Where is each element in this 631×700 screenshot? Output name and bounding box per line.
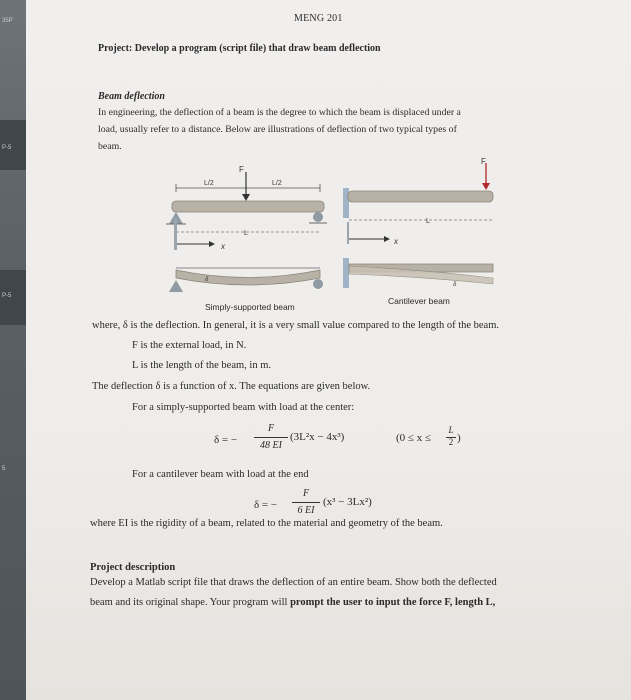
equation-lhs: δ = − [254,499,278,511]
simply-x-label: x [221,242,225,251]
cantilever-force-label: F [481,157,486,166]
description-emphasis: prompt the user to input the force F, length L, [290,597,496,608]
domain-numerator: L [448,425,454,435]
domain-denominator: 2 [448,437,454,447]
side-tab[interactable]: 35P [2,18,13,24]
function-statement: The deflection δ is a function of x. The equations are given below. [92,381,371,392]
cantilever-force-arrowhead [482,183,490,190]
axis-post [347,222,349,244]
cantilever-length-label: L [426,218,430,225]
fraction-bar [254,437,288,438]
simply-force-arrowhead [242,194,250,201]
cantilever-x-label: x [394,237,398,246]
cantilever-wall [343,188,349,218]
description-line [90,597,495,608]
x-axis-arrowhead [384,236,390,242]
equation-body: (3L²x − 4x³) [290,431,345,443]
delta-definition: where, δ is the deflection. In general, it is a very small value compared to the length of the beam. [92,320,500,331]
cantilever-beam [348,191,493,202]
simply-force-label: F [239,165,244,174]
equation-numerator: F [267,423,275,434]
rigidity-text: where EI is the rigidity of a beam, related to the material and geometry of the beam. [90,518,443,529]
axis-post [174,218,177,250]
description-line: Develop a Matlab script file that draws the deflection of an entire beam. Show both the deflected [90,577,497,588]
simply-intro: For a simply-supported beam with load at the center: [132,402,355,413]
simply-half-right-label: L/2 [272,180,282,187]
section-heading: Beam deflection [98,91,165,102]
cantilever-intro: For a cantilever beam with load at the end [132,469,309,480]
pin-support [169,280,183,292]
cantilever-wall [343,258,349,288]
roller-support [313,212,323,222]
equation-lhs: δ = − [214,434,238,446]
fraction-bar [292,502,320,503]
cantilever-delta-label: δ [453,282,457,288]
x-axis-arrowhead [209,241,215,247]
caption-simply: Simply-supported beam [205,302,295,312]
equation-denominator: 6 EI [297,505,315,516]
simply-deflected-beam [176,270,320,285]
course-header: MENG 201 [294,13,343,24]
equation-numerator: F [302,488,310,499]
simply-beam [172,201,324,212]
roller-support [313,279,323,289]
force-definition: F is the external load, in N. [132,340,247,351]
description-text: beam and its original shape. Your program will [90,597,291,608]
project-description-heading: Project description [90,562,176,573]
caption-cantilever: Cantilever beam [388,296,450,306]
length-definition: L is the length of the beam, in m. [132,360,271,371]
intro-line: load, usually refer to a distance. Below are illustrations of deflection of two typical types of [98,124,457,135]
intro-line: beam. [98,141,122,152]
simply-supported-diagram [166,165,327,292]
domain-right: ) [457,432,461,444]
side-panel [0,0,26,700]
intro-line: In engineering, the deflection of a beam is the degree to which the beam is displaced under a [98,107,461,118]
simply-length-label: L [244,230,248,237]
project-title: Project: Develop a program (script file) that draw beam deflection [98,43,381,54]
side-tab[interactable]: P-5 [2,293,12,299]
simply-delta-label: δ [205,277,209,283]
domain-left: (0 ≤ x ≤ [396,432,431,444]
document-page [26,0,631,700]
beam-figure [26,0,631,310]
side-tab[interactable]: 5 [2,466,6,472]
equation-denominator: 48 EI [260,440,282,451]
cantilever-diagram [343,157,493,288]
simply-half-left-label: L/2 [204,180,214,187]
equation-body: (x³ − 3Lx²) [323,496,372,508]
side-tab[interactable]: P-5 [2,145,12,151]
